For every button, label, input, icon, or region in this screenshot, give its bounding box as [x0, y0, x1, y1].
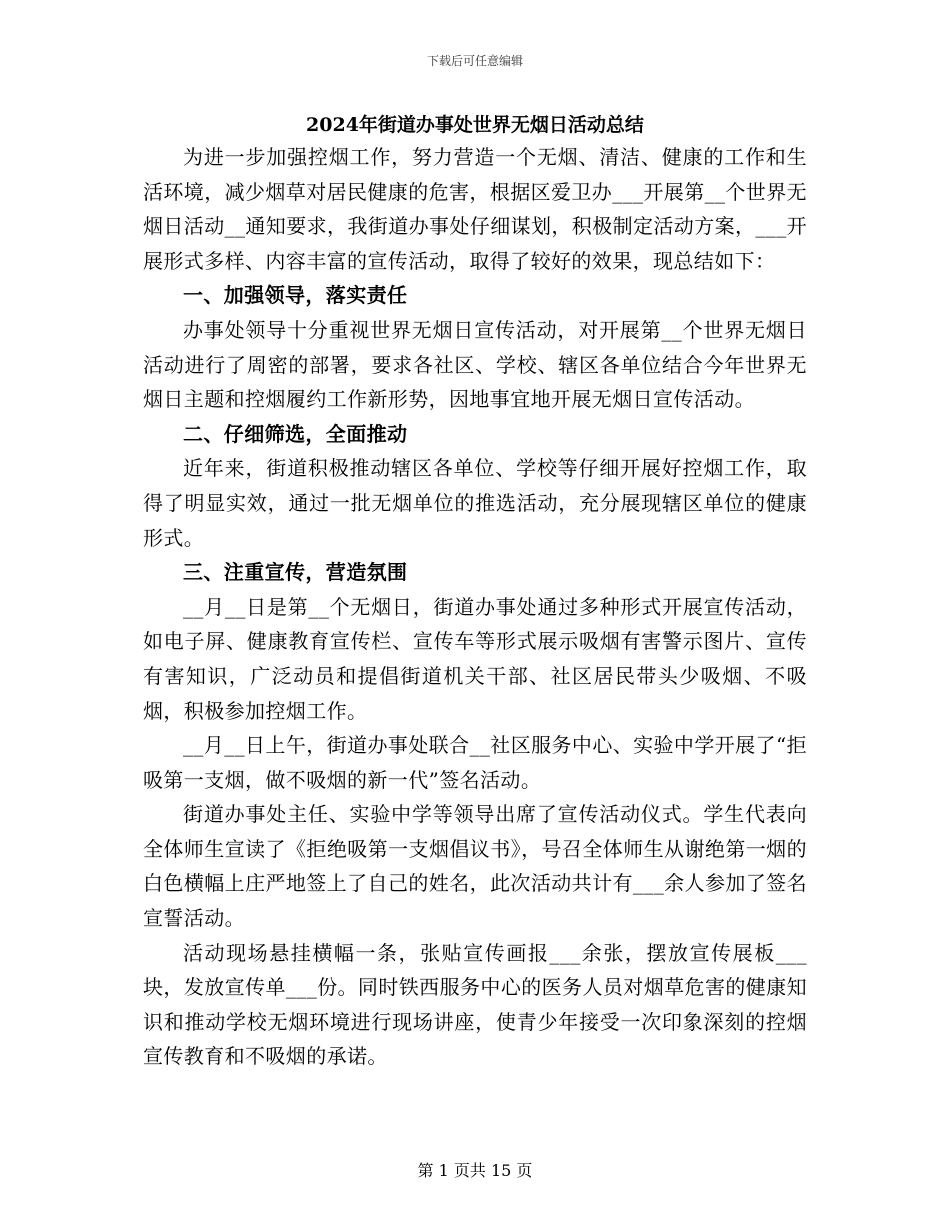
- paragraph-section-3c: 街道办事处主任、实验中学等领导出席了宣传活动仪式。学生代表向全体师生宣读了《拒绝吸第一支烟倡议书》，号召全体师生从谢绝第一烟的白色横幅上庄严地签上了自己的姓名，此次活动共计有___余人参加了签名宣誓活动。: [143, 802, 807, 931]
- paragraph-section-1: 办事处领导十分重视世界无烟日宣传活动，对开展第__个世界无烟日活动进行了周密的部署，要求各社区、学校、辖区各单位结合今年世界无烟日主题和控烟履约工作新形势，因地事宜地开展无烟日宣传活动。: [143, 317, 807, 412]
- paragraph-section-3b: __月__日上午，街道办事处联合__社区服务中心、实验中学开展了“拒吸第一支烟，做不吸烟的新一代”签名活动。: [143, 733, 807, 792]
- page-number-footer: 第 1 页共 15 页: [417, 1161, 533, 1180]
- paragraph-section-3a: __月__日是第__个无烟日，街道办事处通过多种形式开展宣传活动，如电子屏、健康教育宣传栏、宣传车等形式展示吸烟有害警示图片、宣传有害知识，广泛动员和提倡街道机关干部、社区居民带头少吸烟、不吸烟，积极参加控烟工作。: [143, 594, 807, 723]
- section-heading-2: 二、仔细筛选，全面推动: [183, 421, 408, 446]
- document-body: [143, 110, 807, 1074]
- document-title: 2024年街道办事处世界无烟日活动总结: [306, 114, 644, 136]
- paragraph-section-3d: 活动现场悬挂横幅一条，张贴宣传画报___余张，摆放宣传展板___块，发放宣传单___份。同时铁西服务中心的医务人员对烟草危害的健康知识和推动学校无烟环境进行现场讲座，使青少年接受一次印象深刻的控烟宣传教育和不吸烟的承诺。: [143, 940, 807, 1069]
- header-note: 下载后可任意编辑: [426, 54, 523, 68]
- paragraph-intro: 为进一步加强控烟工作，努力营造一个无烟、清洁、健康的工作和生活环境，减少烟草对居民健康的危害，根据区爱卫办___开展第__个世界无烟日活动__通知要求，我街道办事处仔细谋划，积极制定活动方案，___开展形式多样、内容丰富的宣传活动，取得了较好的效果，现总结如下：: [143, 145, 807, 273]
- section-heading-1: 一、加强领导，落实责任: [183, 283, 408, 308]
- paragraph-section-2: 近年来，街道积极推动辖区各单位、学校等仔细开展好控烟工作，取得了明显实效，通过一批无烟单位的推选活动，充分展现辖区单位的健康形式。: [143, 456, 807, 550]
- section-heading-3: 三、注重宣传，营造氛围: [183, 560, 408, 585]
